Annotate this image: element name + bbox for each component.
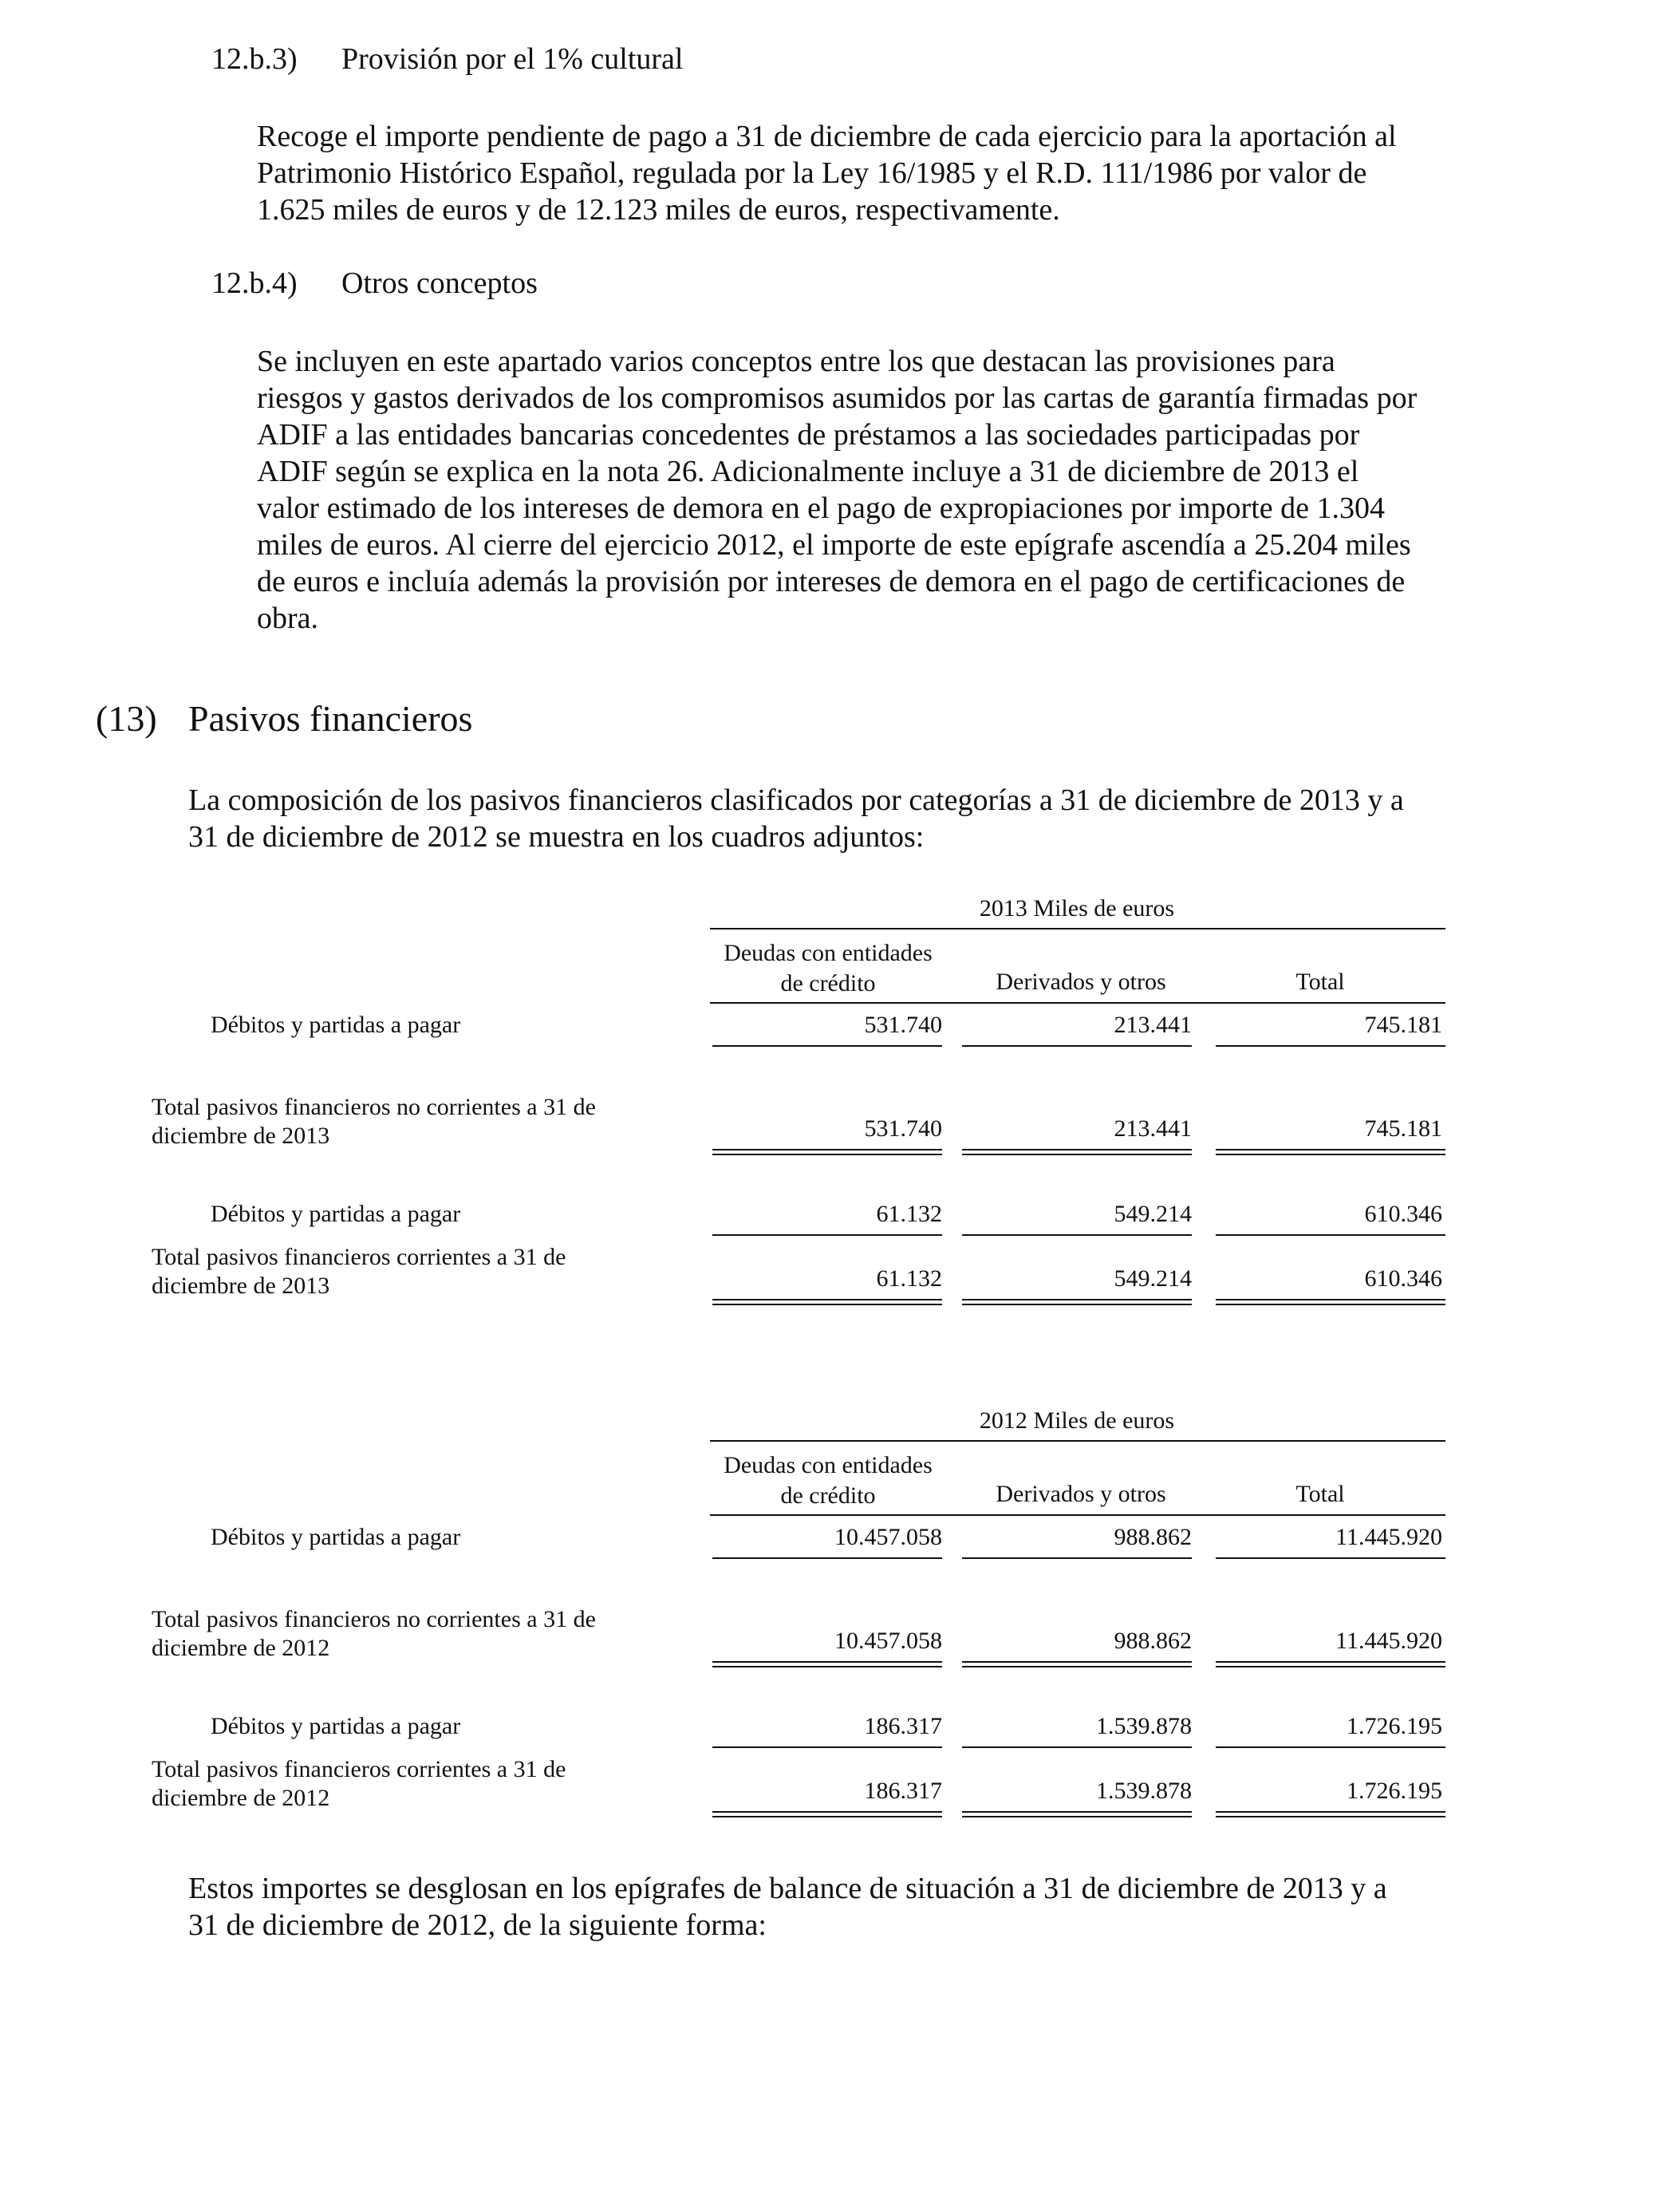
divider	[712, 1045, 942, 1047]
table-cell: 531.740	[864, 1115, 942, 1142]
double-underline	[1216, 1299, 1445, 1305]
table-cell: 988.862	[1114, 1524, 1192, 1550]
total-label-line: Total pasivos financieros no corrientes a 31 de	[152, 1094, 596, 1120]
table-cell: 610.346	[1364, 1201, 1442, 1227]
paragraph-13-intro	[188, 782, 1485, 855]
table-cell: 745.181	[1364, 1012, 1442, 1038]
total-label-line: Total pasivos financieros no corrientes a 31 de	[152, 1606, 596, 1632]
table-cell: 213.441	[1114, 1115, 1192, 1142]
paragraph-line: de euros e incluía además la provisión por intereses de demora en el pago de certificaciones de	[257, 565, 1406, 598]
section-number: (13)	[96, 698, 157, 739]
table-cell: 186.317	[864, 1778, 942, 1804]
double-underline	[712, 1299, 942, 1305]
total-label	[152, 1755, 692, 1813]
table-cell: 531.740	[864, 1012, 942, 1038]
table-cell: 11.445.920	[1335, 1628, 1442, 1654]
paragraph-line: Se incluyen en este apartado varios conceptos entre los que destacan las provisiones para	[257, 345, 1335, 378]
double-underline	[962, 1661, 1192, 1667]
divider	[1216, 1234, 1445, 1236]
table-cell: 745.181	[1364, 1115, 1442, 1142]
total-label	[152, 1605, 692, 1663]
double-underline	[962, 1149, 1192, 1155]
divider	[712, 1746, 942, 1748]
column-header: Total	[1295, 1481, 1345, 1507]
total-label-line: diciembre de 2012	[152, 1635, 330, 1661]
total-label-line: Total pasivos financieros corrientes a 31 de	[152, 1244, 566, 1270]
column-header: Derivados y otros	[996, 969, 1166, 995]
paragraph-line: La composición de los pasivos financieros clasificados por categorías a 31 de diciembre de 2013 y a	[188, 783, 1404, 817]
double-underline	[1216, 1811, 1445, 1817]
table-cell: 10.457.058	[834, 1524, 942, 1550]
table-caption: 2012 Miles de euros	[979, 1407, 1175, 1434]
paragraph-line: obra.	[257, 602, 319, 635]
table-caption: 2013 Miles de euros	[979, 895, 1175, 921]
column-header: Total	[1295, 969, 1345, 995]
paragraph-line: 31 de diciembre de 2012 se muestra en los cuadros adjuntos:	[188, 820, 925, 854]
column-header	[712, 938, 944, 999]
table-cell: 61.132	[876, 1265, 942, 1292]
divider	[962, 1557, 1192, 1559]
double-underline	[962, 1299, 1192, 1305]
table-cell: 549.214	[1114, 1201, 1192, 1227]
double-underline	[1216, 1149, 1445, 1155]
divider	[712, 1234, 942, 1236]
row-label: Débitos y partidas a pagar	[211, 1201, 461, 1227]
divider	[962, 1045, 1192, 1047]
table-cell: 186.317	[864, 1713, 942, 1739]
total-label-line: diciembre de 2012	[152, 1785, 330, 1811]
row-label: Débitos y partidas a pagar	[211, 1012, 461, 1038]
divider	[962, 1234, 1192, 1236]
paragraph-line: Estos importes se desglosan en los epígrafes de balance de situación a 31 de diciembre de 2013 y a	[188, 1872, 1387, 1905]
paragraph-line: 31 de diciembre de 2012, de la siguiente forma:	[188, 1908, 767, 1942]
paragraph-line: ADIF según se explica en la nota 26. Adicionalmente incluye a 31 de diciembre de 2013 el	[257, 455, 1359, 488]
column-header: Derivados y otros	[996, 1481, 1166, 1507]
paragraph-12b4	[257, 343, 1485, 637]
column-header-line: de crédito	[780, 970, 876, 996]
double-underline	[712, 1661, 942, 1667]
divider	[712, 1557, 942, 1559]
double-underline	[712, 1811, 942, 1817]
divider	[710, 928, 1445, 929]
table-cell: 10.457.058	[834, 1628, 942, 1654]
total-label	[152, 1243, 692, 1300]
double-underline	[1216, 1661, 1445, 1667]
paragraph-12b3	[257, 118, 1485, 228]
table-cell: 1.539.878	[1096, 1778, 1192, 1804]
total-label-line: diciembre de 2013	[152, 1123, 330, 1149]
table-cell: 610.346	[1364, 1265, 1442, 1292]
total-label-line: Total pasivos financieros corrientes a 31 de	[152, 1756, 566, 1782]
paragraph-line: miles de euros. Al cierre del ejercicio 2012, el importe de este epígrafe ascendía a 25.204 miles	[257, 528, 1411, 562]
double-underline	[962, 1811, 1192, 1817]
divider	[710, 1514, 1445, 1516]
table-cell: 1.539.878	[1096, 1713, 1192, 1739]
table-cell: 11.445.920	[1335, 1524, 1442, 1550]
section-title: Pasivos financieros	[188, 698, 473, 739]
subsection-title: Otros conceptos	[341, 266, 538, 300]
paragraph-13-closing	[188, 1870, 1485, 1944]
table-cell: 988.862	[1114, 1628, 1192, 1654]
column-header-line: Deudas con entidades	[724, 940, 933, 966]
double-underline	[712, 1149, 942, 1155]
paragraph-line: 1.625 miles de euros y de 12.123 miles de euros, respectivamente.	[257, 193, 1060, 227]
row-label: Débitos y partidas a pagar	[211, 1713, 461, 1739]
divider	[1216, 1045, 1445, 1047]
total-label	[152, 1093, 692, 1150]
divider	[1216, 1557, 1445, 1559]
table-cell: 1.726.195	[1347, 1713, 1442, 1739]
paragraph-line: Patrimonio Histórico Español, regulada por la Ley 16/1985 y el R.D. 111/1986 por valor de	[257, 156, 1367, 190]
paragraph-line: Recoge el importe pendiente de pago a 31 de diciembre de cada ejercicio para la aportación al	[257, 120, 1397, 153]
table-cell: 549.214	[1114, 1265, 1192, 1292]
table-cell: 1.726.195	[1347, 1778, 1442, 1804]
column-header-line: de crédito	[780, 1482, 876, 1509]
divider	[710, 1440, 1445, 1442]
divider	[1216, 1746, 1445, 1748]
paragraph-line: valor estimado de los intereses de demora en el pago de expropiaciones por importe de 1.304	[257, 491, 1385, 525]
subsection-number: 12.b.4)	[211, 266, 298, 300]
paragraph-line: ADIF a las entidades bancarias concedentes de préstamos a las sociedades participadas por	[257, 418, 1360, 452]
column-header	[712, 1450, 944, 1511]
table-cell: 61.132	[876, 1201, 942, 1227]
subsection-number: 12.b.3)	[211, 42, 298, 76]
column-header-line: Deudas con entidades	[724, 1452, 933, 1478]
subsection-title: Provisión por el 1% cultural	[341, 42, 684, 76]
paragraph-line: riesgos y gastos derivados de los compromisos asumidos por las cartas de garantía firmadas por	[257, 381, 1418, 415]
total-label-line: diciembre de 2013	[152, 1273, 330, 1299]
row-label: Débitos y partidas a pagar	[211, 1524, 461, 1550]
divider	[710, 1002, 1445, 1004]
divider	[962, 1746, 1192, 1748]
table-cell: 213.441	[1114, 1012, 1192, 1038]
